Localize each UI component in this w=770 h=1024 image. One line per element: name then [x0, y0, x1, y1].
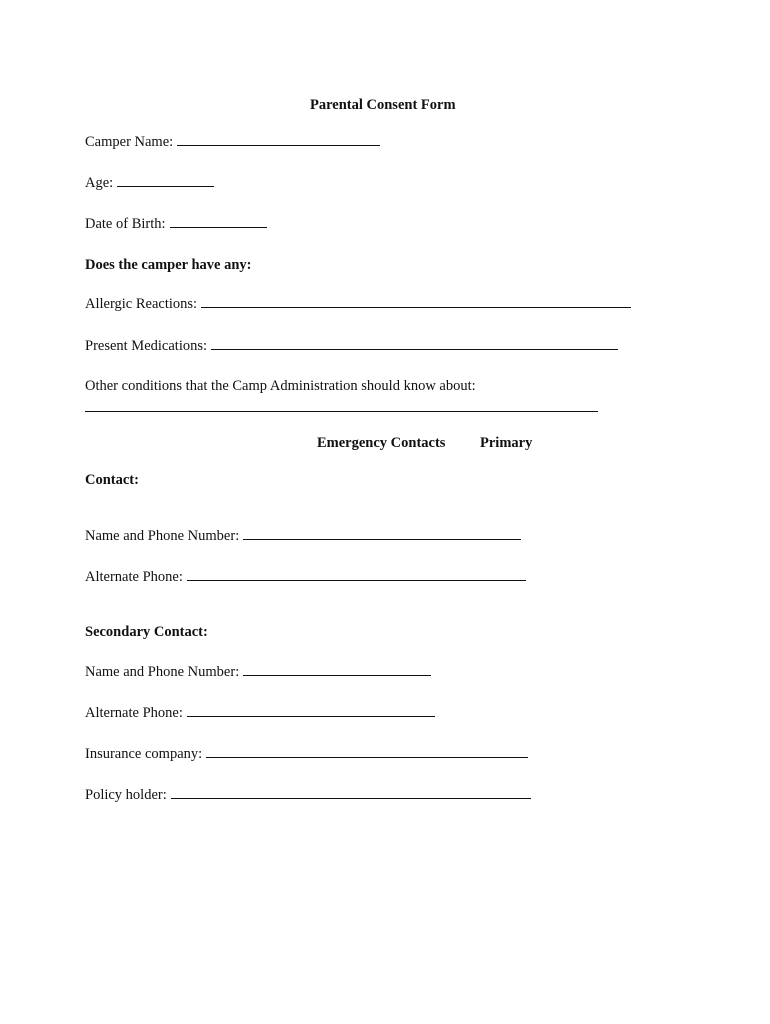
emergency-contacts-heading: Emergency Contacts: [317, 435, 446, 451]
dob-row: [85, 215, 267, 233]
insurance-field[interactable]: [206, 745, 528, 758]
camper-name-field[interactable]: [177, 133, 380, 146]
secondary-name-phone-row: [85, 663, 431, 681]
primary-name-phone-field[interactable]: [243, 527, 521, 540]
primary-alt-phone-label: Alternate Phone:: [85, 569, 183, 585]
secondary-alt-phone-field[interactable]: [187, 704, 435, 717]
age-row: [85, 174, 214, 192]
camper-name-label: Camper Name:: [85, 134, 174, 150]
contact-word: Contact:: [85, 472, 139, 488]
policy-holder-row: [85, 786, 531, 804]
does-camper-have-heading: Does the camper have any:: [85, 257, 252, 273]
medications-field[interactable]: [211, 337, 618, 350]
other-conditions-field[interactable]: [85, 411, 598, 412]
dob-field[interactable]: [170, 215, 267, 228]
dob-label: Date of Birth:: [85, 216, 166, 232]
insurance-row: [85, 745, 528, 763]
policy-holder-label: Policy holder:: [85, 787, 167, 803]
secondary-alt-phone-label: Alternate Phone:: [85, 705, 183, 721]
primary-alt-phone-row: [85, 568, 526, 586]
insurance-label: Insurance company:: [85, 746, 203, 762]
secondary-contact-heading: Secondary Contact:: [85, 624, 208, 640]
primary-name-phone-label: Name and Phone Number:: [85, 528, 240, 544]
primary-word: Primary: [480, 435, 533, 451]
secondary-name-phone-label: Name and Phone Number:: [85, 664, 240, 680]
policy-holder-field[interactable]: [171, 786, 531, 799]
primary-name-phone-row: [85, 527, 521, 545]
medications-row: [85, 337, 618, 355]
medications-label: Present Medications:: [85, 338, 208, 354]
secondary-name-phone-field[interactable]: [243, 663, 431, 676]
allergic-row: [85, 295, 631, 313]
allergic-field[interactable]: [201, 295, 631, 308]
form-title: Parental Consent Form: [310, 97, 456, 113]
secondary-alt-phone-row: [85, 704, 435, 722]
primary-alt-phone-field[interactable]: [187, 568, 526, 581]
age-field[interactable]: [117, 174, 214, 187]
age-label: Age:: [85, 175, 114, 191]
allergic-label: Allergic Reactions:: [85, 296, 198, 312]
camper-name-row: [85, 133, 380, 151]
other-conditions-label: Other conditions that the Camp Administration should know about:: [85, 378, 476, 394]
